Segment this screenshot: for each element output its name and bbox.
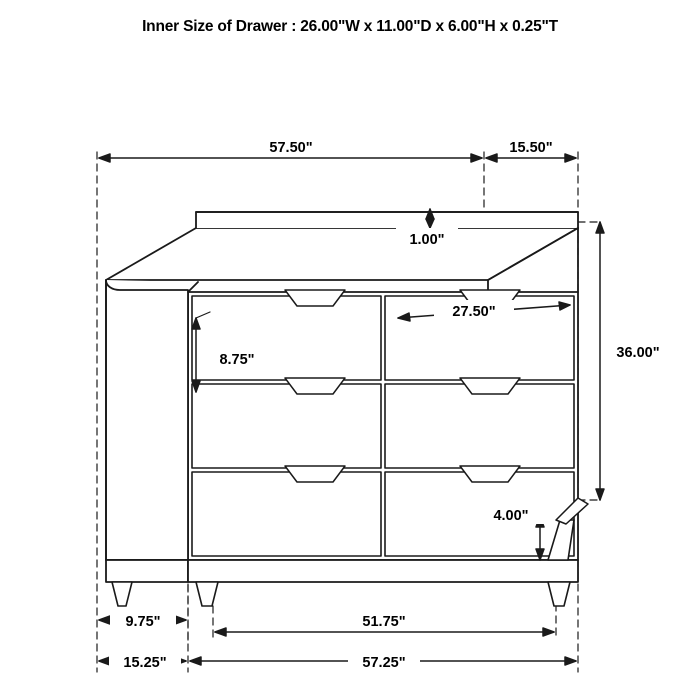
label-base-depth: 9.75" bbox=[125, 614, 161, 630]
label-drawer-height: 8.75" bbox=[219, 352, 255, 368]
label-top-depth: 15.50" bbox=[509, 140, 553, 156]
label-drawer-width: 27.50" bbox=[452, 304, 496, 320]
label-base-front-depth: 15.25" bbox=[123, 655, 167, 671]
base-plinth bbox=[106, 560, 578, 582]
label-top-width: 57.50" bbox=[269, 140, 313, 156]
label-base-width: 51.75" bbox=[362, 614, 406, 630]
page-title: Inner Size of Drawer : 26.00"W x 11.00"D x 6.00"H x 0.25"T bbox=[142, 18, 558, 35]
label-total-height: 36.00" bbox=[616, 345, 660, 361]
label-top-overhang: 1.00" bbox=[409, 232, 445, 248]
label-leg-height: 4.00" bbox=[493, 508, 529, 524]
label-overall-width: 57.25" bbox=[362, 655, 406, 671]
